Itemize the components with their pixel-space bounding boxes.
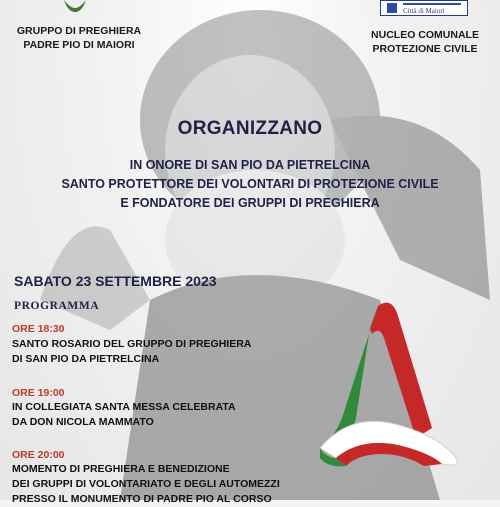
subtitle-line3: E FONDATORE DEI GRUPPI DI PREGHIERA — [120, 196, 380, 210]
program-desc-2-line1: IN COLLEGIATA SANTA MESSA CELEBRATA — [12, 401, 236, 413]
program-desc-3-line1: MOMENTO DI PREGHIERA E BENEDIZIONE — [12, 463, 230, 475]
header-left-line1: GRUPPO DI PREGHIERA — [16, 25, 142, 37]
page-title: ORGANIZZANO — [177, 118, 323, 139]
program-time-2: ORE 19:00 — [12, 387, 65, 399]
program-time-1: ORE 18:30 — [12, 323, 65, 335]
header-right-line1: NUCLEO COMUNALE — [371, 29, 479, 41]
program-desc-2-line2: DA DON NICOLA MAMMATO — [12, 416, 154, 428]
program-desc-1-line2: DI SAN PIO DA PIETRELCINA — [12, 353, 160, 365]
program-desc-1 — [12, 337, 312, 367]
protezione-civile-logo-icon — [312, 298, 462, 470]
header-left — [14, 24, 144, 52]
event-date: SABATO 23 SETTEMBRE 2023 — [14, 273, 217, 289]
programma-label: PROGRAMMA — [14, 300, 100, 312]
program-desc-1-line1: SANTO ROSARIO DEL GRUPPO DI PREGHIERA — [12, 338, 252, 350]
badge-line — [403, 3, 461, 5]
subtitle-line1: IN ONORE DI SAN PIO DA PIETRELCINA — [129, 158, 371, 172]
coat-of-arms-icon — [62, 0, 88, 13]
program-desc-2 — [12, 400, 312, 430]
header-right — [370, 28, 480, 56]
program-time-3: ORE 20:00 — [12, 449, 65, 461]
flag-icon — [387, 3, 397, 13]
header-left-line2: PADRE PIO DI MAIORI — [23, 39, 135, 51]
protezione-civile-badge — [380, 0, 468, 16]
header-right-line2: PROTEZIONE CIVILE — [372, 43, 478, 55]
subtitle-line2: SANTO PROTETTORE DEI VOLONTARI DI PROTEZIONE CIVILE — [61, 177, 439, 191]
program-desc-3 — [12, 462, 312, 507]
program-desc-3-line3: PRESSO IL MONUMENTO DI PADRE PIO AL CORSO — [12, 493, 272, 505]
badge-text: Città di Maiori — [403, 7, 445, 15]
program-desc-3-line2: DEI GRUPPI DI VOLONTARIATO E DEGLI AUTOMEZZI — [12, 478, 280, 490]
